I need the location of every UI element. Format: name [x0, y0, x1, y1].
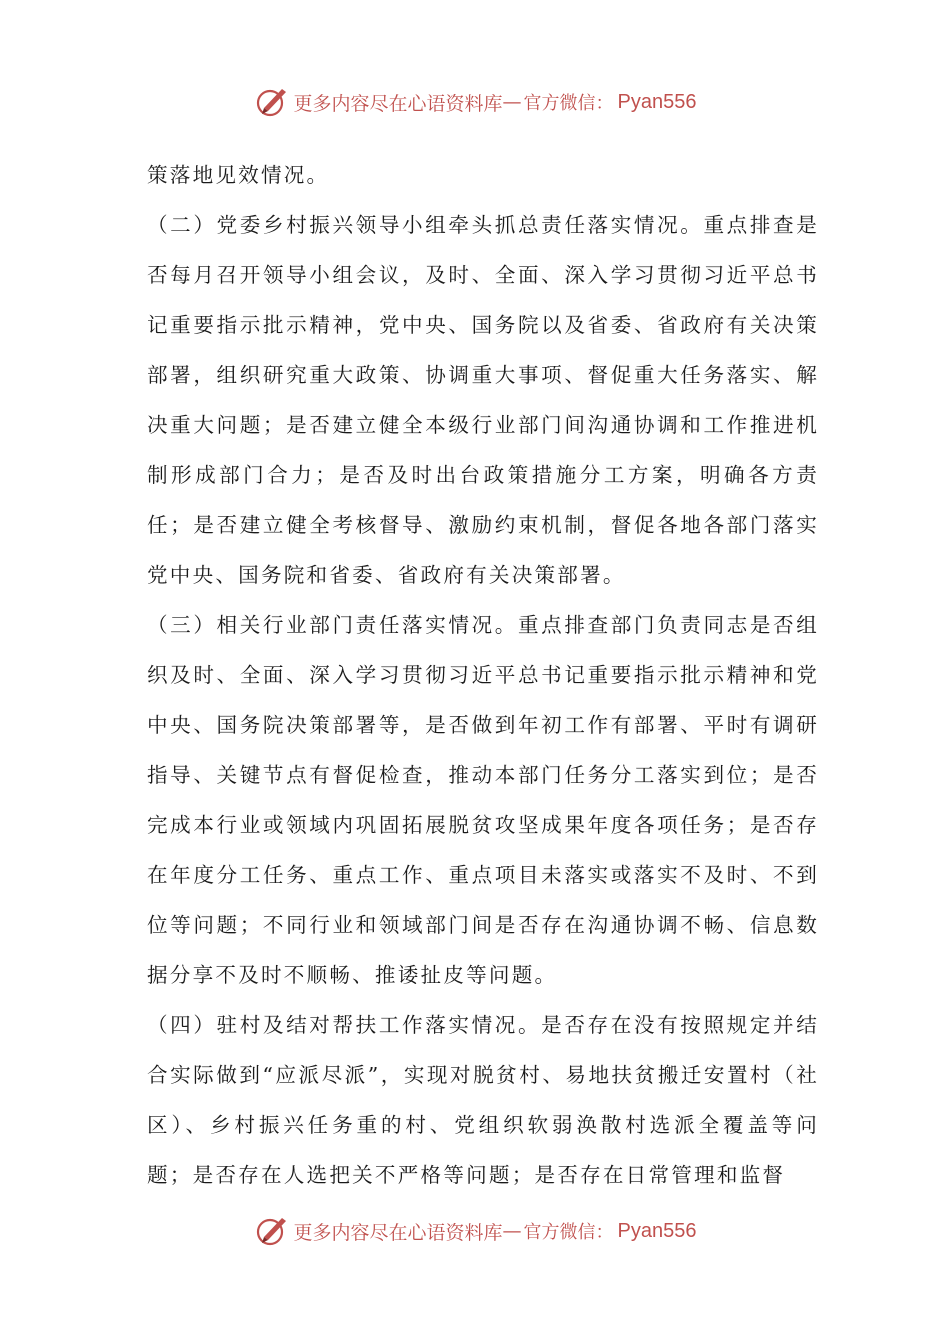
paragraph-continuation: 策落地见效情况。 [147, 163, 330, 187]
banner-separator: — [502, 1220, 522, 1242]
paragraph-section-4: （四）驻村及结对帮扶工作落实情况。是否存在没有按照规定并结合实际做到“应派尽派”，实现对脱贫村、易地扶贫搬迁安置村（社区）、乡村振兴任务重的村、党组织软弱涣散村选派全覆盖等问题；是否存在人选把关不严格等问题；是否存在日常管理和监督 [147, 1013, 819, 1187]
banner-text: 更多内容尽在心语资料库 [293, 1221, 503, 1244]
pen-logo-icon [254, 84, 290, 120]
banner-separator: — [502, 91, 522, 113]
banner-wechat-label: 官方微信： [523, 1222, 614, 1243]
paragraph-section-2: （二）党委乡村振兴领导小组牵头抓总责任落实情况。重点排查是否每月召开领导小组会议，及时、全面、深入学习贯彻习近平总书记重要指示批示精神，党中央、国务院以及省委、省政府有关决策部署，组织研究重大政策、协调重大事项、督促重大任务落实、解决重大问题；是否建立健全本级行业部门间沟通协调和工作推进机制形成部门合力；是否及时出台政策措施分工方案，明确各方责任；是否建立健全考核督导、激励约束机制，督促各地各部门落实党中央、国务院和省委、省政府有关决策部署。 [147, 213, 819, 587]
banner-wechat-label: 官方微信： [523, 93, 614, 114]
banner-wechat-id: Pyan556 [617, 1219, 697, 1242]
header-banner [0, 82, 950, 122]
pen-logo-icon [254, 1213, 290, 1249]
banner-wechat-id: Pyan556 [617, 90, 697, 113]
paragraph-section-3: （三）相关行业部门责任落实情况。重点排查部门负责同志是否组织及时、全面、深入学习贯彻习近平总书记重要指示批示精神和党中央、国务院决策部署等，是否做到年初工作有部署、平时有调研指导、关键节点有督促检查，推动本部门任务分工落实到位；是否完成本行业或领域内巩固拓展脱贫攻坚成果年度各项任务；是否存在年度分工任务、重点工作、重点项目未落实或落实不及时、不到位等问题；不同行业和领域部门间是否存在沟通协调不畅、信息数据分享不及时不顺畅、推诿扯皮等问题。 [147, 613, 819, 987]
document-body [147, 150, 819, 1200]
footer-banner [0, 1211, 950, 1251]
banner-text: 更多内容尽在心语资料库 [293, 92, 503, 115]
